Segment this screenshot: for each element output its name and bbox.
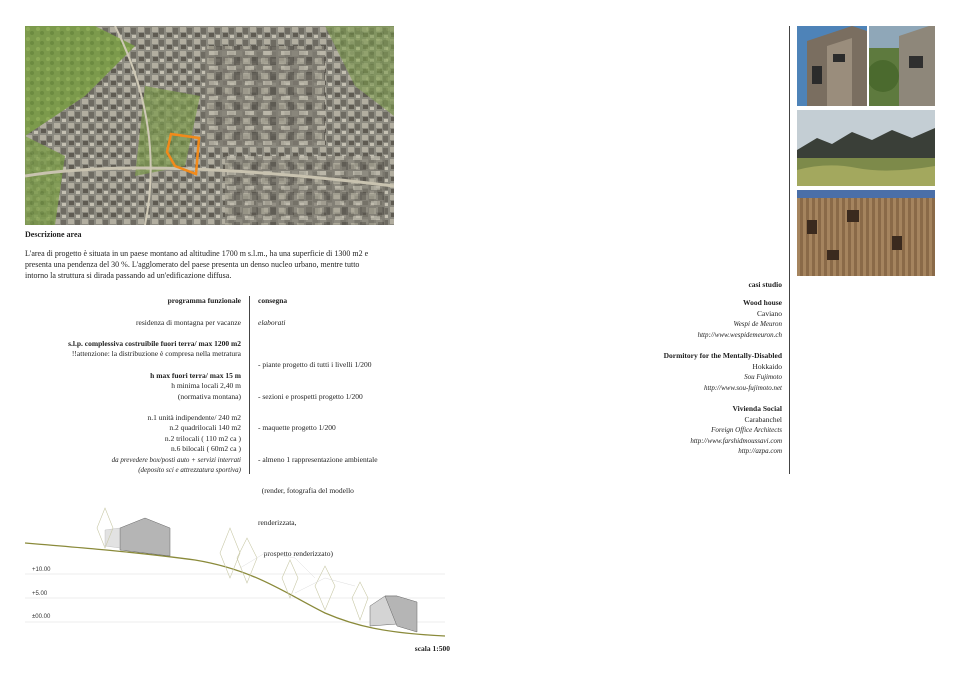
column-divider — [249, 296, 250, 474]
house-upper — [105, 518, 170, 556]
case-architect: Wespi de Meuron — [733, 320, 782, 328]
case-name: Wood house — [743, 298, 782, 307]
case-architect: Foreign Office Architects — [711, 426, 782, 434]
programma-unit: n.6 bilocali ( 60m2 ca ) — [171, 444, 241, 453]
consegna-item: renderizzata, — [258, 517, 297, 527]
description-line: intorno la struttura si dirada passando ad un'edificazione diffusa. — [25, 271, 232, 280]
programma-slp-note: !!attenzione: la distribuzione è compresa nella metratura — [71, 349, 241, 358]
wood-house-photo — [797, 26, 867, 106]
level-label: +5.00 — [32, 591, 48, 597]
programma-hmax-title: h max fuori terra/ max 15 m — [150, 371, 241, 380]
consegna-title: consegna — [258, 296, 288, 305]
case-name: Dormitory for the Mentally-Disabled — [663, 351, 782, 360]
programma-residenza: residenza di montagna per vacanze — [136, 318, 241, 327]
case-url[interactable]: http://www.sou-fujimoto.net — [703, 384, 782, 392]
programma-slp-title: s.l.p. complessiva costruibile fuori terra/ max 1200 m2 — [68, 339, 241, 348]
consegna-item: (render, fotografia del modello — [258, 486, 354, 495]
aerial-photo — [25, 26, 394, 225]
case-place: Carabanchel — [744, 415, 782, 424]
case-url[interactable]: http://azpa.com — [738, 447, 782, 455]
right-divider — [789, 26, 790, 474]
consegna-elaborati: elaborati — [258, 318, 286, 327]
description-text — [25, 248, 395, 281]
case-architect: Sou Fujimoto — [744, 373, 782, 381]
programma-unit: n.1 unità indipendente/ 240 m2 — [147, 413, 241, 422]
casi-studio-title: casi studio — [748, 280, 782, 289]
house-lower — [370, 596, 417, 632]
dormitory-photo — [797, 110, 935, 186]
aerial-map — [25, 26, 394, 225]
case-place: Caviano — [757, 309, 782, 318]
vivienda-social-photo — [797, 190, 935, 276]
programma-hnorm: (normativa montana) — [177, 392, 241, 401]
description-line: L'area di progetto è situata in un paese montano ad altitudine 1700 m s.l.m., ha una superficie di 1300 m2 e — [25, 249, 369, 258]
description-line: presenta una pendenza del 30 %. L'agglomerato del paese presenta un denso nucleo urbano, mentre tutto — [25, 260, 360, 269]
consegna-item: - almeno 1 rappresentazione ambientale — [258, 454, 378, 464]
programma-unit: n.2 quadrilocali 140 m2 — [169, 423, 241, 432]
programma-hmin: h minima locali 2,40 m — [171, 381, 241, 390]
scale-label: scala 1:500 — [414, 644, 450, 653]
programma-note: (deposito sci e attrezzatura sportiva) — [138, 466, 241, 474]
level-label: ±00.00 — [32, 614, 51, 620]
programma-unit: n.2 trilocali ( 110 m2 ca ) — [164, 434, 241, 443]
case-place: Hokkaido — [752, 362, 782, 371]
consegna-item: - maquette progetto 1/200 — [258, 423, 336, 432]
programma-title: programma funzionale — [167, 296, 241, 305]
wood-house-photo-2 — [869, 26, 935, 106]
level-label: +10.00 — [32, 567, 51, 573]
consegna-item: - sezioni e prospetti progetto 1/200 — [258, 391, 363, 401]
description-title: Descrizione area — [25, 230, 82, 239]
consegna-item: - piante progetto di tutti i livelli 1/200 — [258, 360, 372, 369]
site-section — [25, 498, 450, 648]
consegna-item: prospetto renderizzato) — [258, 549, 333, 558]
case-url[interactable]: http://www.farshidmoussavi.com — [690, 437, 782, 445]
case-url[interactable]: http://www.wespidemeuron.ch — [697, 331, 782, 339]
programma-note: da prevedere box/posti auto + servizi interrati — [111, 456, 241, 464]
case-name: Vivienda Social — [732, 404, 782, 413]
background-buildings — [240, 553, 355, 593]
